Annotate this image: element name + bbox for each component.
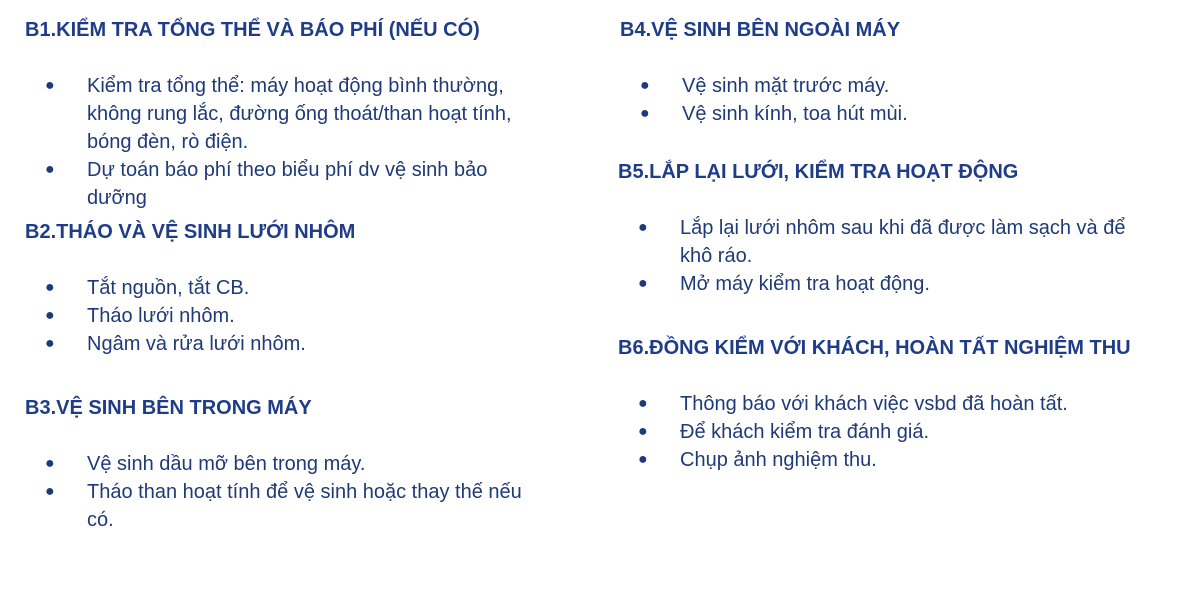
list-item-text: Để khách kiểm tra đánh giá. [680, 421, 930, 443]
bullet-icon: ● [45, 455, 55, 472]
step-3-list [25, 450, 545, 534]
bullet-icon: ● [638, 219, 648, 236]
list-item [620, 100, 1160, 128]
step-4-section [620, 17, 1180, 128]
bullet-icon: ● [640, 105, 650, 122]
bullet-icon: ● [45, 279, 55, 296]
bullet-icon: ● [638, 275, 648, 292]
list-item-text: Thông báo với khách việc vsbd đã hoàn tất. [680, 393, 1068, 415]
bullet-icon: ● [640, 77, 650, 94]
list-item [618, 214, 1163, 270]
bullet-icon: ● [638, 395, 648, 412]
list-item [618, 418, 1163, 446]
bullet-icon: ● [45, 161, 55, 178]
list-item [25, 72, 545, 156]
list-item [618, 446, 1163, 474]
step-6-heading: B6.ĐỒNG KIỂM VỚI KHÁCH, HOÀN TẤT NGHIỆM THU [618, 337, 1131, 359]
bullet-icon: ● [45, 483, 55, 500]
step-1-list [25, 72, 545, 212]
bullet-icon: ● [638, 423, 648, 440]
step-3-section [25, 395, 585, 534]
bullet-icon: ● [45, 335, 55, 352]
list-item-text: Chụp ảnh nghiệm thu. [680, 449, 877, 471]
step-5-list [618, 214, 1163, 298]
bullet-icon: ● [638, 451, 648, 468]
list-item [25, 302, 545, 330]
list-item [25, 274, 545, 302]
step-2-section [25, 219, 585, 358]
list-item [620, 72, 1160, 100]
step-2-list [25, 274, 545, 358]
list-item-text: Ngâm và rửa lưới nhôm. [87, 333, 306, 355]
list-item-text: Tháo than hoạt tính để vệ sinh hoặc thay thế nếu có. [87, 481, 522, 531]
list-item [618, 270, 1163, 298]
bullet-icon: ● [45, 77, 55, 94]
step-5-heading: B5.LẮP LẠI LƯỚI, KIỂM TRA HOẠT ĐỘNG [618, 161, 1019, 183]
list-item-text: Lắp lại lưới nhôm sau khi đã được làm sạch và để khô ráo. [680, 217, 1126, 267]
list-item-text: Tắt nguồn, tắt CB. [87, 277, 250, 299]
list-item-text: Vệ sinh mặt trước máy. [682, 75, 890, 97]
list-item [25, 156, 545, 212]
list-item-text: Dự toán báo phí theo biểu phí dv vệ sinh bảo dưỡng [87, 159, 488, 209]
list-item-text: Vệ sinh kính, toa hút mùi. [682, 103, 908, 125]
step-4-list [620, 72, 1160, 128]
step-3-heading: B3.VỆ SINH BÊN TRONG MÁY [25, 397, 312, 419]
step-1-section [25, 17, 585, 212]
list-item-text: Mở máy kiểm tra hoạt động. [680, 273, 930, 295]
list-item-text: Tháo lưới nhôm. [87, 305, 235, 327]
step-2-heading: B2.THÁO VÀ VỆ SINH LƯỚI NHÔM [25, 221, 356, 243]
list-item [25, 450, 545, 478]
list-item [618, 390, 1163, 418]
step-1-heading: B1.KIỂM TRA TỔNG THỂ VÀ BÁO PHÍ (NẾU CÓ) [25, 19, 480, 41]
step-6-list [618, 390, 1163, 474]
list-item [25, 330, 545, 358]
step-5-section [618, 159, 1178, 298]
list-item [25, 478, 545, 534]
bullet-icon: ● [45, 307, 55, 324]
list-item-text: Vệ sinh dầu mỡ bên trong máy. [87, 453, 366, 475]
step-4-heading: B4.VỆ SINH BÊN NGOÀI MÁY [620, 19, 901, 41]
list-item-text: Kiểm tra tổng thể: máy hoạt động bình thường, không rung lắc, đường ống thoát/than hoạt tính, bóng đèn, rò điện. [87, 75, 512, 153]
step-6-section [618, 335, 1178, 474]
